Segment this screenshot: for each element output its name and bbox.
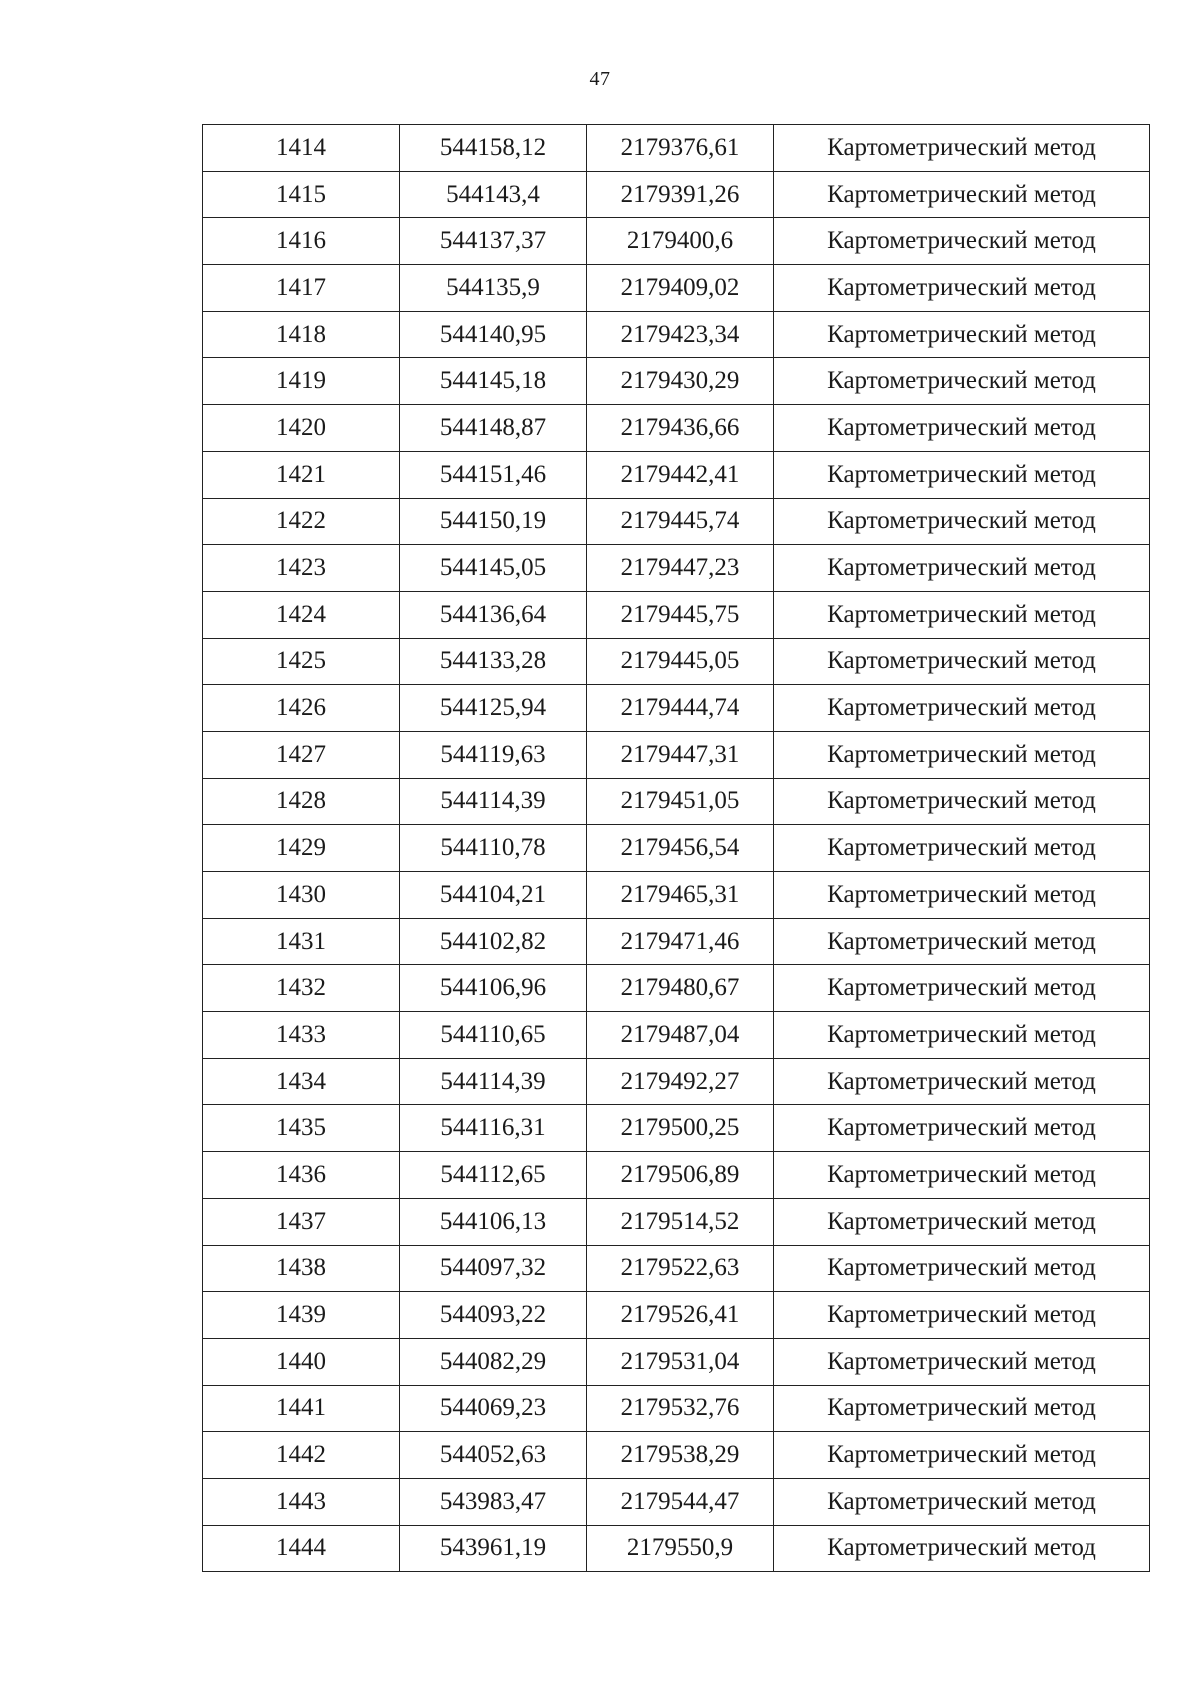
table-row [203,1432,1150,1479]
table-row [203,965,1150,1012]
y-coordinate-cell: 2179514,52 [587,1198,774,1245]
method-cell: Картометрический метод [774,825,1150,872]
method-cell: Картометрический метод [774,591,1150,638]
table-row [203,451,1150,498]
point-number-cell: 1440 [203,1338,400,1385]
x-coordinate-cell: 544069,23 [400,1385,587,1432]
x-coordinate-cell: 543961,19 [400,1525,587,1572]
table-row [203,1152,1150,1199]
y-coordinate-cell: 2179445,05 [587,638,774,685]
y-coordinate-cell: 2179456,54 [587,825,774,872]
x-coordinate-cell: 544110,78 [400,825,587,872]
table-row [203,731,1150,778]
x-coordinate-cell: 544145,18 [400,358,587,405]
x-coordinate-cell: 544106,96 [400,965,587,1012]
x-coordinate-cell: 544125,94 [400,685,587,732]
method-cell: Картометрический метод [774,1385,1150,1432]
method-cell: Картометрический метод [774,1058,1150,1105]
x-coordinate-cell: 544106,13 [400,1198,587,1245]
method-cell: Картометрический метод [774,171,1150,218]
table-row [203,685,1150,732]
table-row [203,1525,1150,1572]
point-number-cell: 1419 [203,358,400,405]
y-coordinate-cell: 2179465,31 [587,872,774,919]
table-row [203,498,1150,545]
table-row [203,825,1150,872]
x-coordinate-cell: 544135,9 [400,265,587,312]
y-coordinate-cell: 2179471,46 [587,918,774,965]
point-number-cell: 1424 [203,591,400,638]
point-number-cell: 1418 [203,311,400,358]
x-coordinate-cell: 544151,46 [400,451,587,498]
table-row [203,918,1150,965]
point-number-cell: 1433 [203,1012,400,1059]
table-row [203,545,1150,592]
y-coordinate-cell: 2179526,41 [587,1292,774,1339]
method-cell: Картометрический метод [774,1432,1150,1479]
point-number-cell: 1434 [203,1058,400,1105]
x-coordinate-cell: 544150,19 [400,498,587,545]
point-number-cell: 1442 [203,1432,400,1479]
x-coordinate-cell: 544137,37 [400,218,587,265]
point-number-cell: 1425 [203,638,400,685]
table-row [203,125,1150,172]
table-row [203,1478,1150,1525]
x-coordinate-cell: 544097,32 [400,1245,587,1292]
x-coordinate-cell: 544143,4 [400,171,587,218]
x-coordinate-cell: 544145,05 [400,545,587,592]
y-coordinate-cell: 2179409,02 [587,265,774,312]
point-number-cell: 1441 [203,1385,400,1432]
point-number-cell: 1430 [203,872,400,919]
point-number-cell: 1429 [203,825,400,872]
point-number-cell: 1432 [203,965,400,1012]
x-coordinate-cell: 544082,29 [400,1338,587,1385]
y-coordinate-cell: 2179451,05 [587,778,774,825]
table-row [203,1012,1150,1059]
table-row [203,218,1150,265]
table-row [203,1245,1150,1292]
table-row [203,405,1150,452]
y-coordinate-cell: 2179447,31 [587,731,774,778]
point-number-cell: 1436 [203,1152,400,1199]
method-cell: Картометрический метод [774,638,1150,685]
y-coordinate-cell: 2179550,9 [587,1525,774,1572]
method-cell: Картометрический метод [774,778,1150,825]
method-cell: Картометрический метод [774,358,1150,405]
y-coordinate-cell: 2179391,26 [587,171,774,218]
point-number-cell: 1439 [203,1292,400,1339]
y-coordinate-cell: 2179400,6 [587,218,774,265]
point-number-cell: 1422 [203,498,400,545]
point-number-cell: 1414 [203,125,400,172]
method-cell: Картометрический метод [774,1245,1150,1292]
table-row [203,591,1150,638]
point-number-cell: 1426 [203,685,400,732]
y-coordinate-cell: 2179430,29 [587,358,774,405]
table-row [203,358,1150,405]
x-coordinate-cell: 544114,39 [400,1058,587,1105]
method-cell: Картометрический метод [774,498,1150,545]
y-coordinate-cell: 2179487,04 [587,1012,774,1059]
point-number-cell: 1444 [203,1525,400,1572]
method-cell: Картометрический метод [774,685,1150,732]
method-cell: Картометрический метод [774,1105,1150,1152]
point-number-cell: 1420 [203,405,400,452]
x-coordinate-cell: 544158,12 [400,125,587,172]
y-coordinate-cell: 2179506,89 [587,1152,774,1199]
method-cell: Картометрический метод [774,125,1150,172]
table-row [203,311,1150,358]
y-coordinate-cell: 2179442,41 [587,451,774,498]
y-coordinate-cell: 2179522,63 [587,1245,774,1292]
point-number-cell: 1421 [203,451,400,498]
y-coordinate-cell: 2179538,29 [587,1432,774,1479]
table-row [203,171,1150,218]
method-cell: Картометрический метод [774,545,1150,592]
table-row [203,638,1150,685]
point-number-cell: 1417 [203,265,400,312]
method-cell: Картометрический метод [774,1292,1150,1339]
method-cell: Картометрический метод [774,1198,1150,1245]
y-coordinate-cell: 2179480,67 [587,965,774,1012]
table-row [203,1338,1150,1385]
x-coordinate-cell: 543983,47 [400,1478,587,1525]
coordinates-table-body [203,125,1150,1572]
method-cell: Картометрический метод [774,1152,1150,1199]
table-row [203,1058,1150,1105]
x-coordinate-cell: 544114,39 [400,778,587,825]
table-row [203,778,1150,825]
x-coordinate-cell: 544136,64 [400,591,587,638]
point-number-cell: 1438 [203,1245,400,1292]
x-coordinate-cell: 544133,28 [400,638,587,685]
x-coordinate-cell: 544104,21 [400,872,587,919]
x-coordinate-cell: 544052,63 [400,1432,587,1479]
point-number-cell: 1423 [203,545,400,592]
method-cell: Картометрический метод [774,405,1150,452]
y-coordinate-cell: 2179423,34 [587,311,774,358]
point-number-cell: 1435 [203,1105,400,1152]
y-coordinate-cell: 2179445,75 [587,591,774,638]
method-cell: Картометрический метод [774,1012,1150,1059]
method-cell: Картометрический метод [774,311,1150,358]
x-coordinate-cell: 544140,95 [400,311,587,358]
table-row [203,1292,1150,1339]
method-cell: Картометрический метод [774,1478,1150,1525]
point-number-cell: 1431 [203,918,400,965]
x-coordinate-cell: 544110,65 [400,1012,587,1059]
y-coordinate-cell: 2179544,47 [587,1478,774,1525]
y-coordinate-cell: 2179492,27 [587,1058,774,1105]
point-number-cell: 1416 [203,218,400,265]
page-number: 47 [589,68,611,90]
method-cell: Картометрический метод [774,872,1150,919]
table-row [203,1198,1150,1245]
point-number-cell: 1437 [203,1198,400,1245]
table-row [203,1385,1150,1432]
x-coordinate-cell: 544112,65 [400,1152,587,1199]
y-coordinate-cell: 2179447,23 [587,545,774,592]
point-number-cell: 1415 [203,171,400,218]
method-cell: Картометрический метод [774,265,1150,312]
y-coordinate-cell: 2179445,74 [587,498,774,545]
x-coordinate-cell: 544102,82 [400,918,587,965]
point-number-cell: 1428 [203,778,400,825]
y-coordinate-cell: 2179376,61 [587,125,774,172]
x-coordinate-cell: 544116,31 [400,1105,587,1152]
y-coordinate-cell: 2179531,04 [587,1338,774,1385]
y-coordinate-cell: 2179500,25 [587,1105,774,1152]
x-coordinate-cell: 544093,22 [400,1292,587,1339]
method-cell: Картометрический метод [774,1338,1150,1385]
x-coordinate-cell: 544148,87 [400,405,587,452]
table-row [203,872,1150,919]
x-coordinate-cell: 544119,63 [400,731,587,778]
method-cell: Картометрический метод [774,965,1150,1012]
point-number-cell: 1443 [203,1478,400,1525]
coordinates-table [202,124,1150,1572]
method-cell: Картометрический метод [774,218,1150,265]
table-row [203,265,1150,312]
method-cell: Картометрический метод [774,1525,1150,1572]
point-number-cell: 1427 [203,731,400,778]
y-coordinate-cell: 2179444,74 [587,685,774,732]
method-cell: Картометрический метод [774,451,1150,498]
y-coordinate-cell: 2179532,76 [587,1385,774,1432]
y-coordinate-cell: 2179436,66 [587,405,774,452]
table-row [203,1105,1150,1152]
method-cell: Картометрический метод [774,918,1150,965]
method-cell: Картометрический метод [774,731,1150,778]
